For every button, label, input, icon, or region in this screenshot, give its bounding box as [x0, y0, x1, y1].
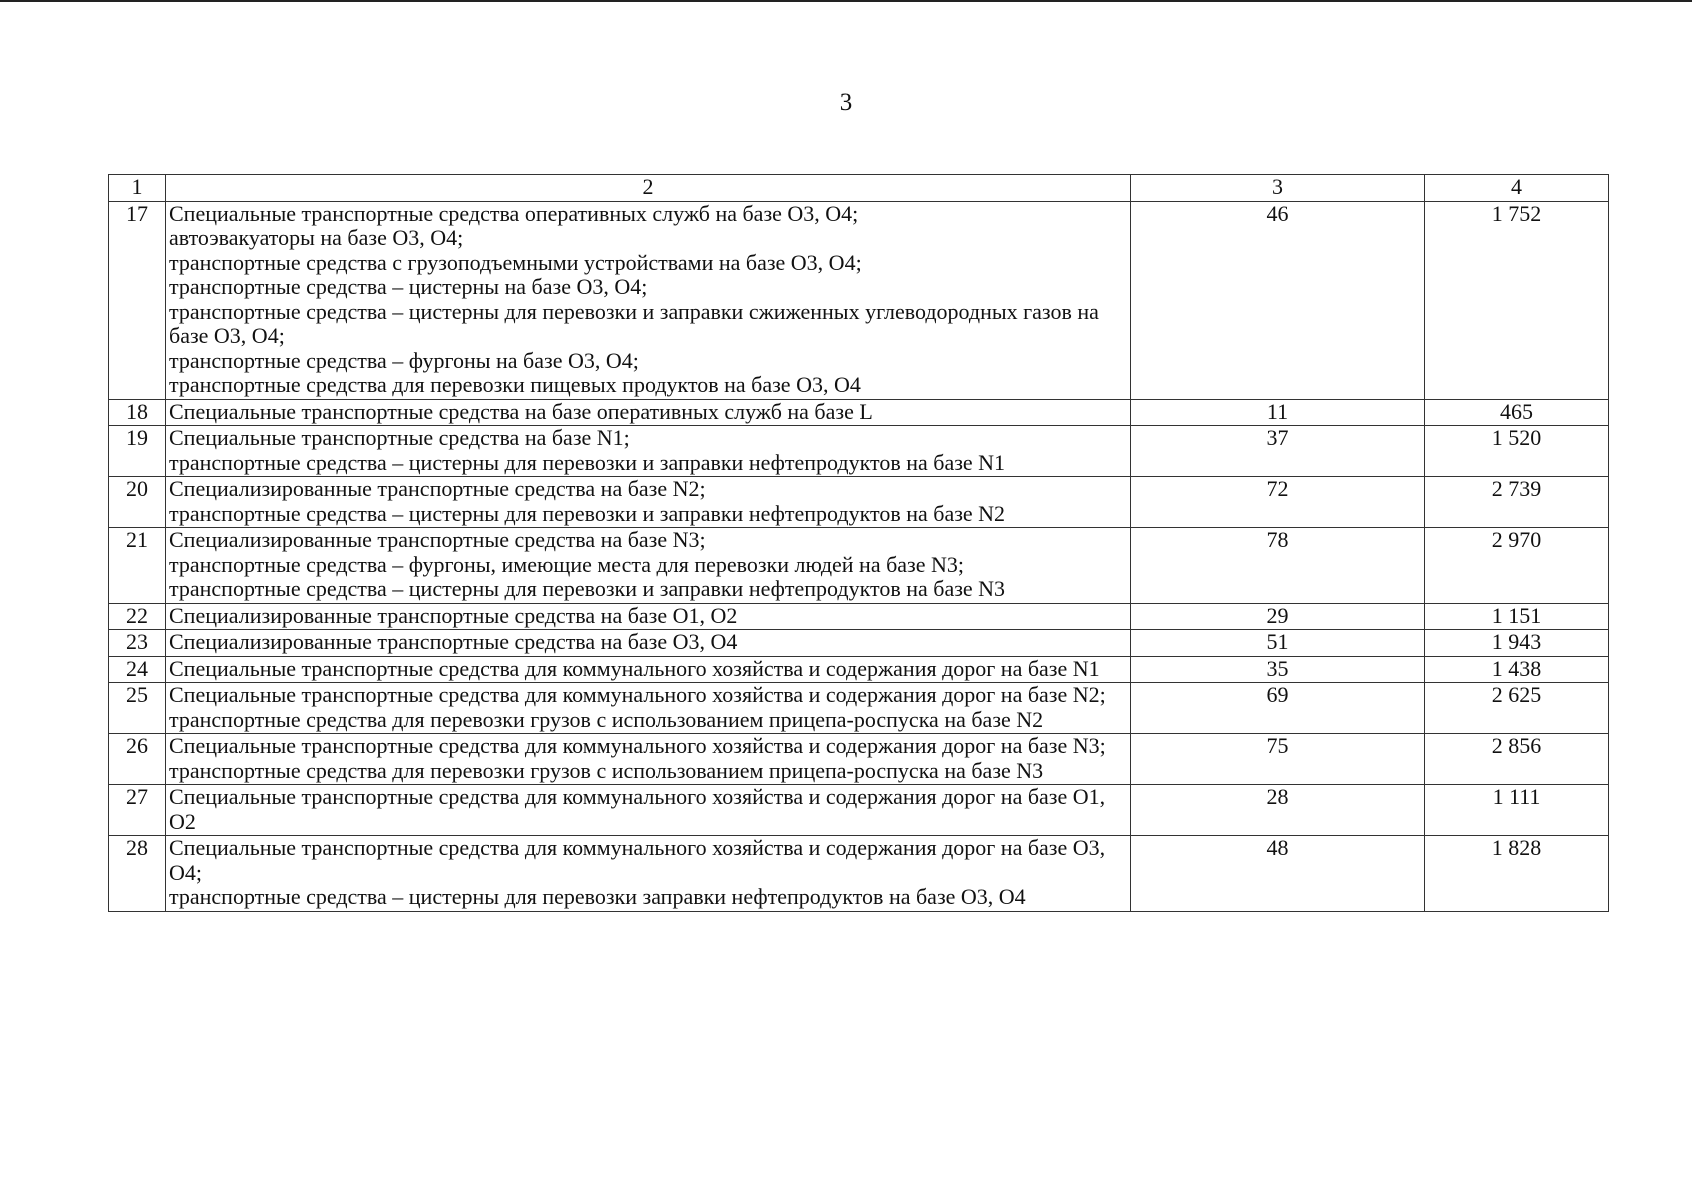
row-col3-value: 37 [1131, 426, 1425, 477]
row-number: 25 [109, 683, 166, 734]
row-col4-value: 1 438 [1425, 656, 1609, 683]
row-col3-value: 51 [1131, 630, 1425, 657]
header-cell-1: 1 [109, 175, 166, 202]
row-col4-value: 2 856 [1425, 734, 1609, 785]
row-number: 24 [109, 656, 166, 683]
table-row [109, 734, 1609, 785]
row-description: Специальные транспортные средства для коммунального хозяйства и содержания дорог на базе N3; транспортные средства для перевозки грузов с использованием прицепа-роспуска на базе N3 [166, 734, 1131, 785]
row-number: 23 [109, 630, 166, 657]
table-row [109, 603, 1609, 630]
row-number: 28 [109, 836, 166, 912]
table-row [109, 656, 1609, 683]
row-col3-value: 35 [1131, 656, 1425, 683]
row-description: Специализированные транспортные средства на базе О1, О2 [166, 603, 1131, 630]
row-col4-value: 1 943 [1425, 630, 1609, 657]
table-row [109, 399, 1609, 426]
row-number: 18 [109, 399, 166, 426]
table-row [109, 426, 1609, 477]
document-table [108, 174, 1609, 912]
table-row [109, 201, 1609, 399]
table-row [109, 683, 1609, 734]
table-header-row [109, 175, 1609, 202]
page-number: 3 [839, 89, 853, 116]
row-description: Специализированные транспортные средства на базе N2; транспортные средства – цистерны для перевозки и заправки нефтепродуктов на базе N2 [166, 477, 1131, 528]
table-row [109, 528, 1609, 604]
header-cell-2: 2 [166, 175, 1131, 202]
row-description: Специализированные транспортные средства на базе О3, О4 [166, 630, 1131, 657]
row-col3-value: 75 [1131, 734, 1425, 785]
row-col3-value: 46 [1131, 201, 1425, 399]
table-row [109, 630, 1609, 657]
row-number: 26 [109, 734, 166, 785]
row-description: Специальные транспортные средства для коммунального хозяйства и содержания дорог на базе О3, О4; транспортные средства – цистерны для перевозки заправки нефтепродуктов на базе О3, О4 [166, 836, 1131, 912]
row-col4-value: 1 520 [1425, 426, 1609, 477]
page-top-edge [0, 0, 1692, 2]
row-col4-value: 1 752 [1425, 201, 1609, 399]
row-col3-value: 72 [1131, 477, 1425, 528]
row-col4-value: 1 151 [1425, 603, 1609, 630]
row-col4-value: 465 [1425, 399, 1609, 426]
row-number: 27 [109, 785, 166, 836]
row-col4-value: 1 111 [1425, 785, 1609, 836]
row-description: Специальные транспортные средства для коммунального хозяйства и содержания дорог на базе N2; транспортные средства для перевозки грузов с использованием прицепа-роспуска на базе N2 [166, 683, 1131, 734]
row-col3-value: 11 [1131, 399, 1425, 426]
row-number: 20 [109, 477, 166, 528]
row-number: 22 [109, 603, 166, 630]
row-col3-value: 78 [1131, 528, 1425, 604]
row-col4-value: 2 970 [1425, 528, 1609, 604]
header-cell-3: 3 [1131, 175, 1425, 202]
row-number: 19 [109, 426, 166, 477]
header-cell-4: 4 [1425, 175, 1609, 202]
row-col4-value: 1 828 [1425, 836, 1609, 912]
table-row [109, 836, 1609, 912]
row-col4-value: 2 625 [1425, 683, 1609, 734]
row-col4-value: 2 739 [1425, 477, 1609, 528]
row-description: Специальные транспортные средства оперативных служб на базе О3, О4; автоэвакуаторы на базе О3, О4; транспортные средства с грузоподъемными устройствами на базе О3, О4; транспортные средства – цистерны на базе О3, О4; транспортные средства – цистерны для перевозки и заправки сжиженных углеводородных газов на базе О3, О4; транспортные средства – фургоны на базе О3, О4; транспортные средства для перевозки пищевых продуктов на базе О3, О4 [166, 201, 1131, 399]
row-description: Специализированные транспортные средства на базе N3; транспортные средства – фургоны, имеющие места для перевозки людей на базе N3; транспортные средства – цистерны для перевозки и заправки нефтепродуктов на базе N3 [166, 528, 1131, 604]
row-col3-value: 28 [1131, 785, 1425, 836]
row-description: Специальные транспортные средства на базе N1; транспортные средства – цистерны для перевозки и заправки нефтепродуктов на базе N1 [166, 426, 1131, 477]
row-col3-value: 69 [1131, 683, 1425, 734]
row-col3-value: 29 [1131, 603, 1425, 630]
row-description: Специальные транспортные средства для коммунального хозяйства и содержания дорог на базе О1, О2 [166, 785, 1131, 836]
table-row [109, 785, 1609, 836]
row-description: Специальные транспортные средства для коммунального хозяйства и содержания дорог на базе N1 [166, 656, 1131, 683]
row-description: Специальные транспортные средства на базе оперативных служб на базе L [166, 399, 1131, 426]
row-number: 17 [109, 201, 166, 399]
table-row [109, 477, 1609, 528]
row-col3-value: 48 [1131, 836, 1425, 912]
row-number: 21 [109, 528, 166, 604]
